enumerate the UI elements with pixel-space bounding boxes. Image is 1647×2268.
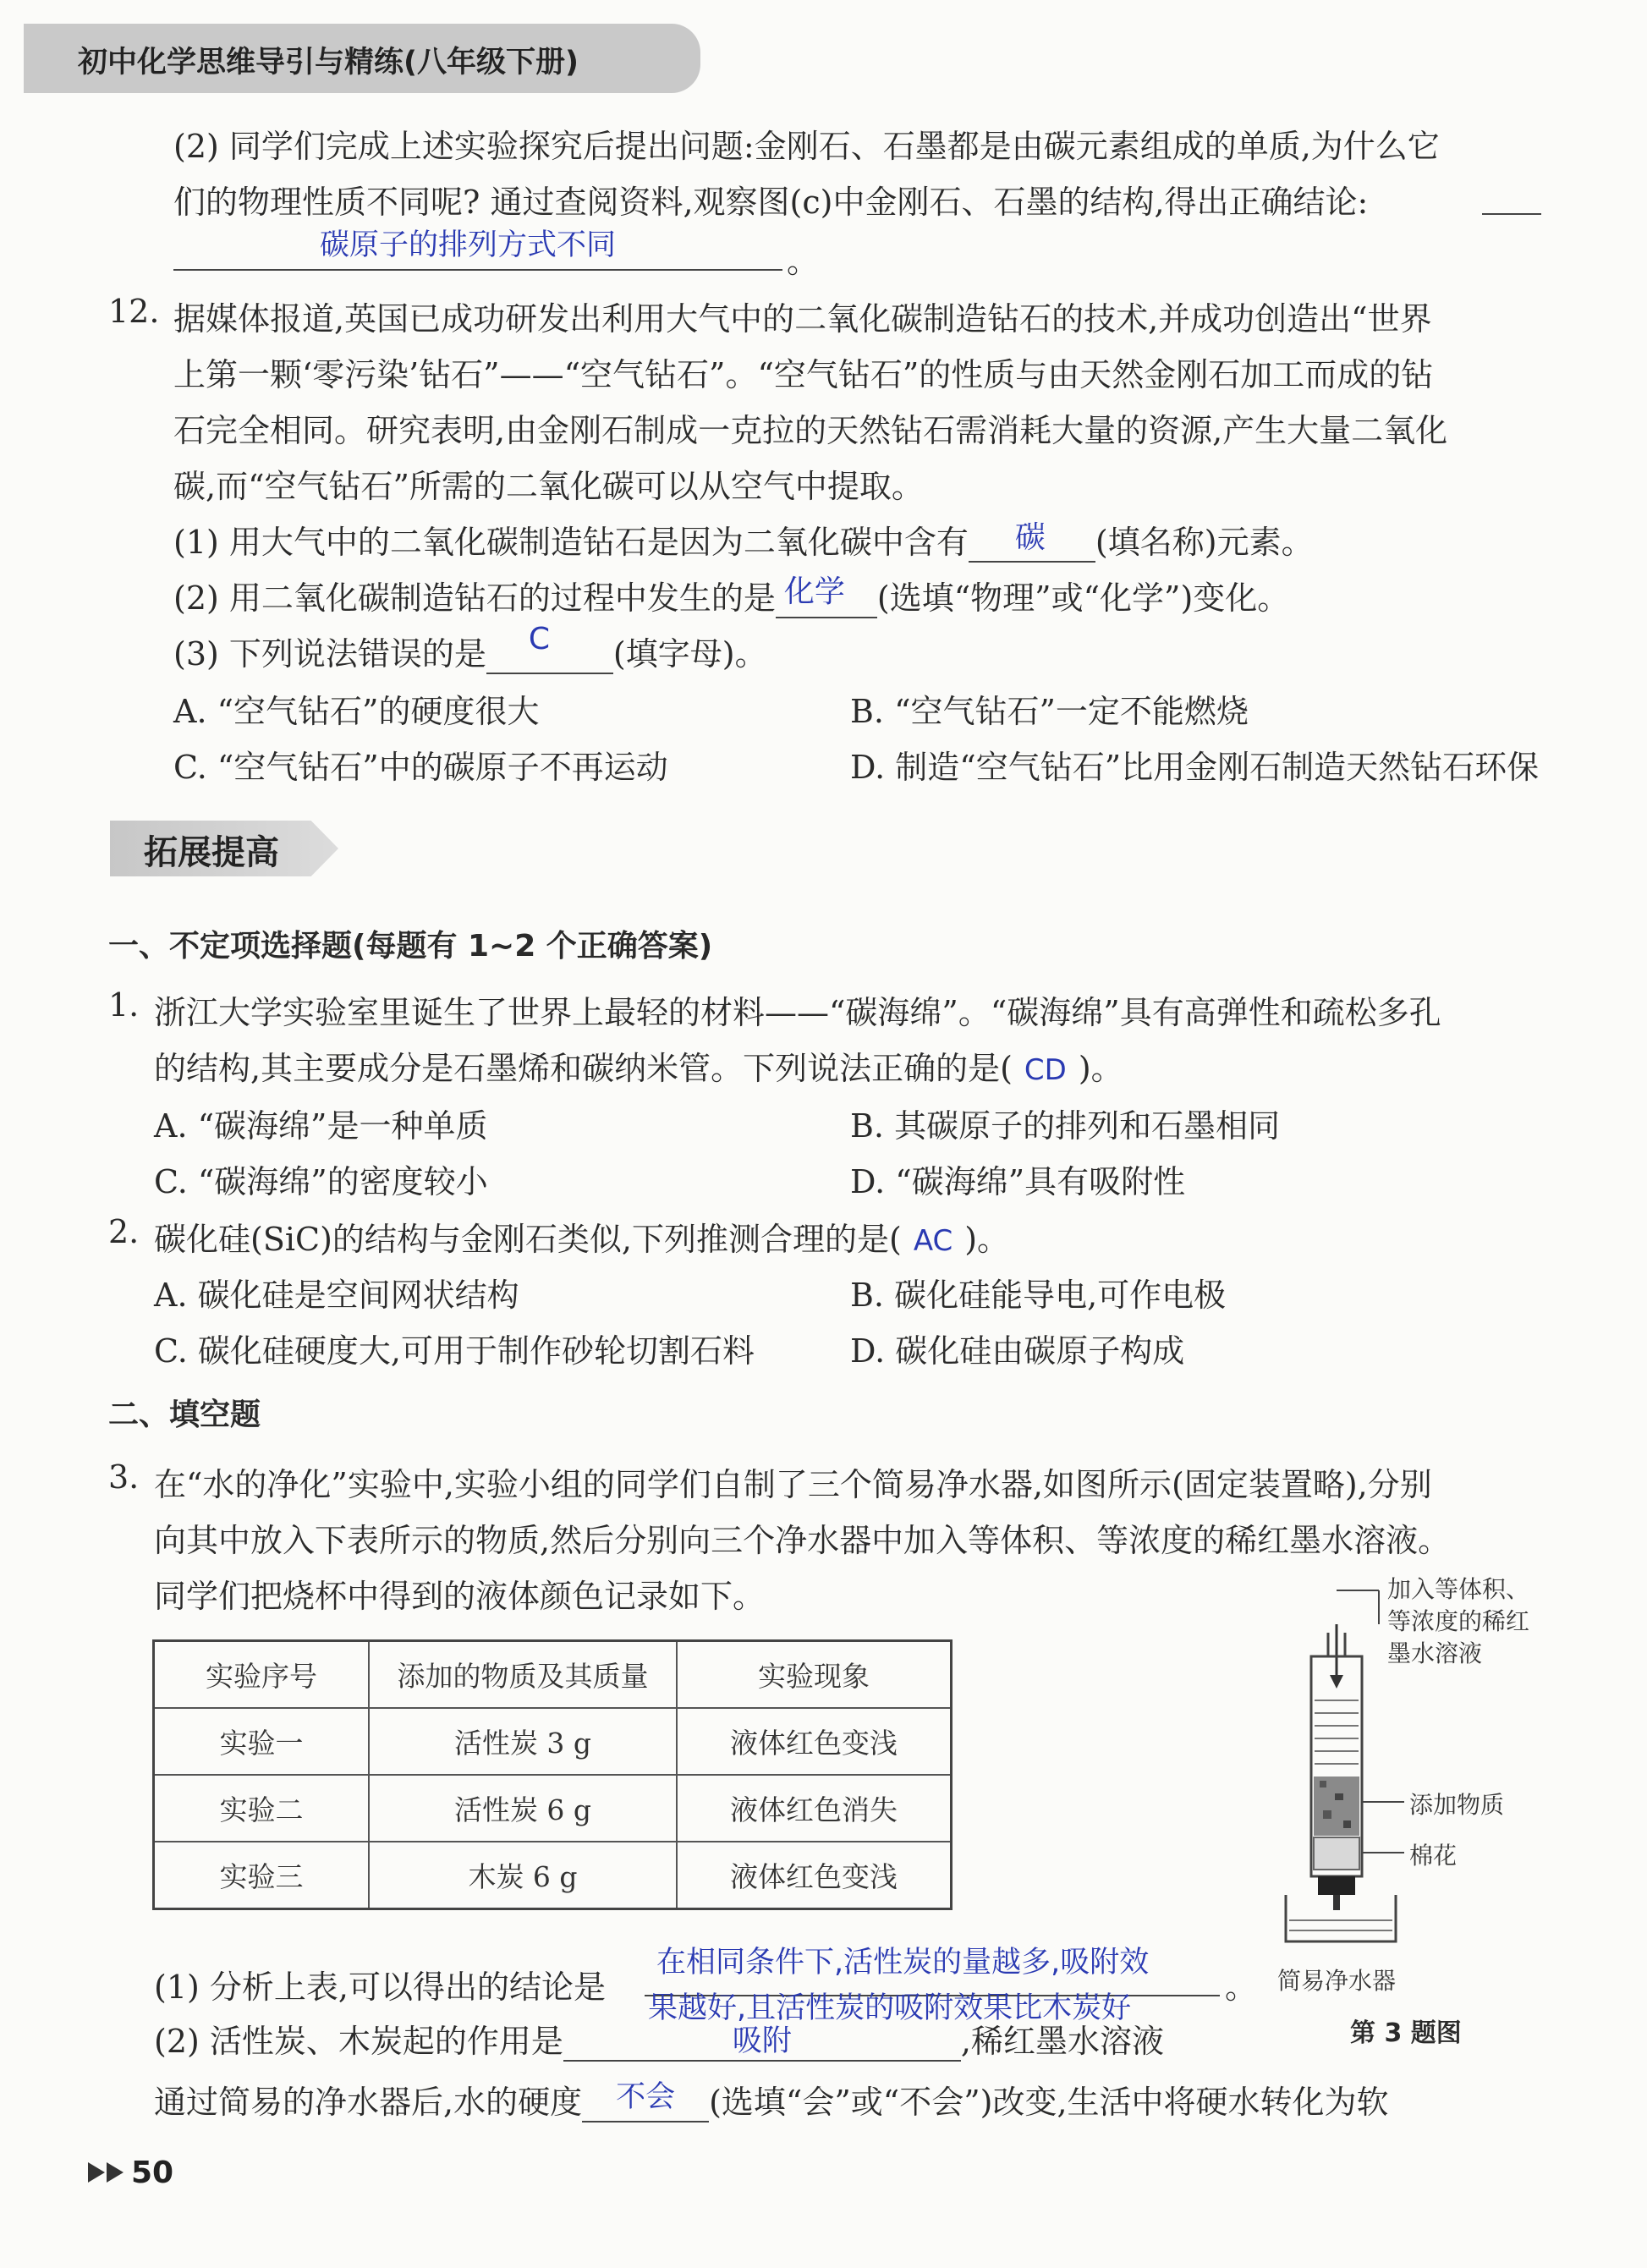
figure-label-device: 简易净水器 [1277, 1967, 1397, 1995]
section-title: 拓展提高 [144, 833, 279, 872]
sentence-end: 。 [1225, 1969, 1258, 2006]
particle [1320, 1781, 1326, 1787]
table-header: 实验序号 [154, 1641, 370, 1709]
q12-stem-line: 上第一颗‘零污染’钻石”——“空气钻石”。“空气钻石”的性质与由天然金刚石加工而成的钻 [173, 356, 1434, 393]
table-row [154, 1775, 952, 1842]
table-cell: 木炭 6 g [369, 1842, 677, 1909]
option-c: C. 碳化硅硬度大,可用于制作砂轮切割石料 [154, 1332, 755, 1370]
handwritten-answer-line2: 果越好,且活性炭的吸附效果比木炭好 [648, 1991, 1132, 2025]
table-header: 添加的物质及其质量 [369, 1641, 677, 1709]
q12-stem-line: 石完全相同。研究表明,由金刚石制成一克拉的天然钻石需消耗大量的资源,产生大量二氧化 [173, 412, 1448, 449]
question-number: 1. [108, 986, 140, 1024]
stopper [1318, 1876, 1355, 1895]
option-b: B. “空气钻石”一定不能燃烧 [850, 693, 1249, 730]
handwritten-answer: C [528, 622, 551, 656]
option-d: D. 制造“空气钻石”比用金刚石制造天然钻石环保 [850, 749, 1540, 786]
experiment-table [152, 1639, 953, 1910]
part-title: 二、填空题 [108, 1398, 261, 1432]
page-number: 50 [131, 2155, 174, 2190]
answer-blank [969, 520, 1095, 563]
figure-label-input: 加入等体积、 等浓度的稀红 墨水溶液 [1387, 1575, 1530, 1667]
q3-stem-line: 向其中放入下表所示的物质,然后分别向三个净水器中加入等体积、等浓度的稀红墨水溶液。 [154, 1522, 1451, 1559]
figure-label-cotton: 棉花 [1409, 1842, 1458, 1870]
table-cell: 实验三 [154, 1842, 370, 1909]
option-c: C. “空气钻石”中的碳原子不再运动 [173, 749, 668, 786]
particle [1335, 1793, 1343, 1800]
option-d: D. “碳海绵”具有吸附性 [850, 1163, 1186, 1200]
q1-line1: 浙江大学实验室里诞生了世界上最轻的材料——“碳海绵”。“碳海绵”具有高弹性和疏松多孔 [154, 994, 1441, 1031]
table-cell: 实验二 [154, 1775, 370, 1842]
q12-sub3-text: (3) 下列说法错误的是 C (填字母)。 [173, 622, 767, 673]
sentence-end: 。 [787, 243, 820, 280]
answer-blank [563, 2023, 961, 2062]
table-cell: 实验一 [154, 1708, 370, 1775]
table-header: 实验现象 [677, 1641, 952, 1709]
handwritten-answer-line1: 在相同条件下,活性炭的量越多,吸附效 [656, 1946, 1150, 1980]
q3-sub2-text: (2) 活性炭、木炭起的作用是 吸附 ,稀红墨水溶液 [154, 2015, 1164, 2062]
option-a: A. 碳化硅是空间网状结构 [154, 1277, 519, 1314]
option-b: B. 其碳原子的排列和石墨相同 [850, 1107, 1281, 1145]
particle [1343, 1820, 1351, 1828]
q2-line: 碳化硅(SiC)的结构与金刚石类似,下列推测合理的是( AC )。 [154, 1221, 1010, 1258]
handwritten-answer: AC [913, 1224, 953, 1258]
beaker [1286, 1895, 1396, 1941]
q12-stem-line: 据媒体报道,英国已成功研发出利用大气中的二氧化碳制造钻石的技术,并成功创造出“世界 [173, 300, 1432, 338]
table-cell: 液体红色变浅 [677, 1708, 952, 1775]
option-d: D. 碳化硅由碳原子构成 [850, 1332, 1185, 1370]
answer-blank [173, 269, 782, 271]
answer-blank [582, 2080, 709, 2122]
handwritten-answer: 吸附 [732, 2024, 792, 2058]
answer-blank [1482, 213, 1541, 215]
particle [1323, 1810, 1331, 1819]
figure-caption: 第 3 题图 [1350, 2018, 1462, 2048]
option-b: B. 碳化硅能导电,可作电极 [850, 1277, 1227, 1314]
q12-stem-line: 碳,而“空气钻石”所需的二氧化碳可以从空气中提取。 [173, 468, 924, 505]
book-title: 初中化学思维导引与精练(八年级下册) [78, 46, 579, 80]
figure-label-material: 添加物质 [1409, 1791, 1505, 1819]
table-cell: 液体红色变浅 [677, 1842, 952, 1909]
cotton-layer [1314, 1837, 1359, 1870]
table-cell: 活性炭 6 g [369, 1775, 677, 1842]
q12-sub1-text: (1) 用大气中的二氧化碳制造钻石是因为二氧化碳中含有 碳 (填名称)元素。 [173, 516, 1314, 563]
q3-sub1-text: (1) 分析上表,可以得出的结论是 [154, 1969, 606, 2006]
table-cell: 活性炭 3 g [369, 1708, 677, 1775]
q3-sub3-text: 通过简易的净水器后,水的硬度 不会 (选填“会”或“不会”)改变,生活中将硬水转化为软 [154, 2076, 1389, 2122]
question-number: 3. [108, 1458, 140, 1496]
page-arrows-icon [88, 2162, 127, 2183]
beaker-liquid [1289, 1920, 1392, 1930]
q3-stem-line: 同学们把烧杯中得到的液体颜色记录如下。 [154, 1578, 766, 1615]
table-row [154, 1842, 952, 1909]
option-a: A. “碳海绵”是一种单质 [154, 1107, 488, 1145]
question-number: 12. [108, 293, 160, 330]
liquid-lines [1315, 1700, 1359, 1764]
q3-stem-line: 在“水的净化”实验中,实验小组的同学们自制了三个简易净水器,如图所示(固定装置略),分别 [154, 1466, 1432, 1503]
part-title: 一、不定项选择题(每题有 1~2 个正确答案) [108, 929, 713, 964]
q1-line2: 的结构,其主要成分是石墨烯和碳纳米管。下列说法正确的是( CD )。 [154, 1050, 1123, 1087]
answer-blank [486, 622, 613, 674]
handwritten-answer: 碳 [1014, 520, 1046, 555]
option-a: A. “空气钻石”的硬度很大 [173, 693, 540, 730]
outlet-tube [1333, 1895, 1340, 1910]
table-header-row [154, 1641, 952, 1709]
table-cell: 液体红色消失 [677, 1775, 952, 1842]
table-row [154, 1708, 952, 1775]
handwritten-answer: 化学 [783, 574, 845, 609]
q11-sub2-line1: (2) 同学们完成上述实验探究后提出问题:金刚石、石墨都是由碳元素组成的单质,为什么它 [173, 128, 1440, 165]
handwritten-answer: 不会 [616, 2080, 676, 2114]
q11-sub2-line2: 们的物理性质不同呢? 通过查阅资料,观察图(c)中金刚石、石墨的结构,得出正确结论: [173, 184, 1369, 221]
option-c: C. “碳海绵”的密度较小 [154, 1163, 488, 1200]
handwritten-answer: CD [1024, 1053, 1067, 1087]
q12-sub2-text: (2) 用二氧化碳制造钻石的过程中发生的是 化学 (选填“物理”或“化学”)变化。 [173, 572, 1289, 618]
handwritten-answer: 碳原子的排列方式不同 [320, 228, 617, 262]
answer-blank [776, 574, 877, 618]
question-number: 2. [108, 1213, 140, 1250]
arrow-head [1330, 1675, 1343, 1689]
